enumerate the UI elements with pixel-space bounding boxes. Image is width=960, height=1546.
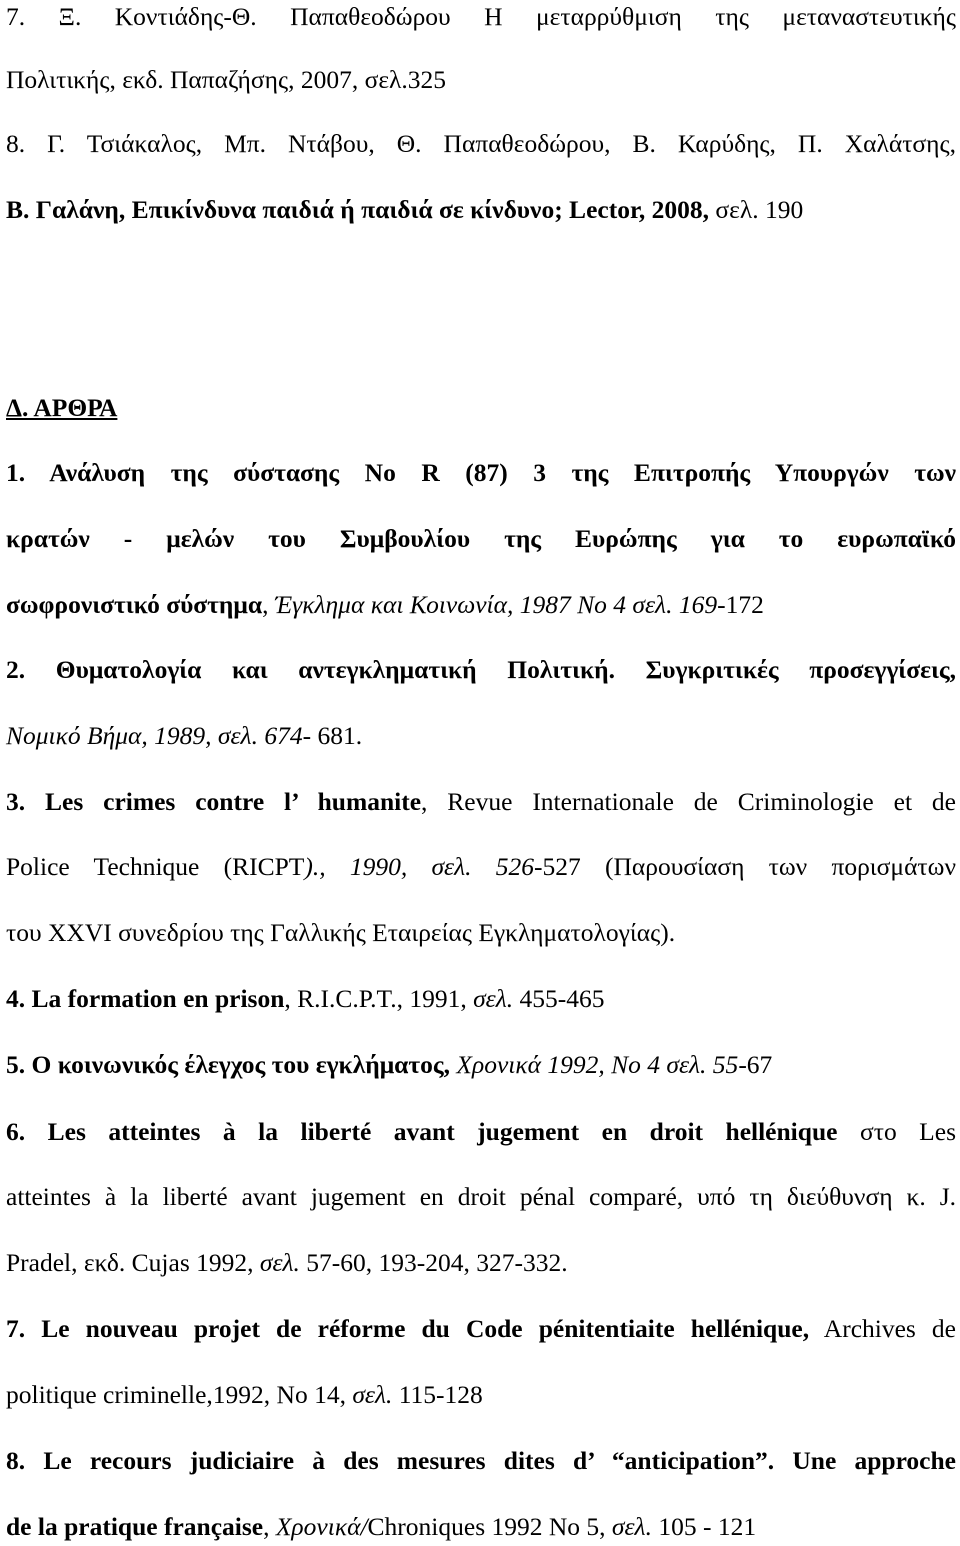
reference-8-text-cont: Β. Γαλάνη, Επικίνδυνα παιδιά ή παιδιά σε κίνδυνο; Lector, 2008, [6,195,710,224]
article-8-separator: , [263,1512,276,1541]
article-2-pages: 681. [311,721,363,750]
article-7-line-1 [6,1314,956,1344]
article-2-line-1 [6,655,956,685]
article-5-title: 5. Ο κοινωνικός έλεγχος του εγκλήματος, [6,1050,451,1079]
article-7-title: 7. Le nouveau projet de réforme du Code pénitentiaite hellénique, [6,1314,810,1343]
section-heading [6,393,956,423]
article-6-source-cont: atteintes à la liberté avant jugement en droit pénal comparé, υπό τη διεύθυνση κ. J. [6,1182,956,1211]
article-1-title-cont: κρατών - μελών του Συμβουλίου της Ευρώπης για το ευρωπαϊκό [6,524,956,553]
article-8-title: 8. Le recours judiciaire à des mesures dites d’ “anticipation”. Une approche [6,1446,956,1475]
article-3-note: του XXVI συνεδρίου της Γαλλικής Εταιρείας Εγκληματολογίας). [6,918,676,947]
article-8-journal-fr: Chroniques 1992 Νο 5, [367,1512,612,1541]
article-1-separator: , [262,590,275,619]
article-4-title: 4. La formation en prison [6,984,285,1013]
reference-7-line-2 [6,65,956,95]
article-6-source: στο Les [837,1117,957,1146]
article-7-page-abbr: σελ. [352,1380,393,1409]
article-7-pages: 115-128 [392,1380,483,1409]
article-1-title-end: σωφρονιστικό σύστημα [6,590,263,619]
article-7-source: Archives de [809,1314,956,1343]
article-3-line-1 [6,787,956,817]
article-6-pages: 57-60, 193-204, 327-332. [299,1248,568,1277]
article-2-title: 2. Θυματολογία και αντεγκληματική Πολιτική. Συγκριτικές προσεγγίσεις, [6,655,956,684]
article-2-line-2 [6,721,956,751]
article-5-source: Χρονικά 1992, Νο 4 σελ. 55 [450,1050,739,1079]
reference-8-line-2 [6,195,956,225]
article-6-publisher: Pradel, εκδ. Cujas 1992, [6,1248,260,1277]
article-3-source: , Revue Internationale de Criminologie et de [421,787,956,816]
article-8-line-2 [6,1512,956,1542]
article-8-journal-gr: Χρονικά/ [275,1512,368,1541]
article-4-pages: 455-465 [513,984,605,1013]
article-6-line-1 [6,1117,956,1147]
reference-7-text-cont: Πολιτικής, εκδ. Παπαζήσης, 2007, σελ.325 [6,65,447,94]
article-6-line-3 [6,1248,956,1278]
article-6-title: 6. Les atteintes à la liberté avant jugement en droit hellénique [6,1117,838,1146]
article-3-line-3 [6,918,956,948]
article-3-year: )., 1990, σελ. 526 [304,852,534,881]
article-4-page-abbr: σελ. [473,984,514,1013]
article-1-source: Έγκλημα και Κοινωνία, 1987 Νο 4 σελ. 169 [274,590,718,619]
article-4-line-1 [6,984,956,1014]
article-8-title-end: de la pratique française [6,1512,264,1541]
article-3-pages: -527 (Παρουσίαση των πορισμάτων [534,852,956,881]
reference-7-line-1 [6,2,956,32]
article-8-pages: 105 - 121 [651,1512,757,1541]
article-1-line-3 [6,590,956,620]
reference-8-pages: σελ. 190 [709,195,804,224]
reference-8-line-1 [6,129,956,159]
article-1-line-2 [6,524,956,554]
article-1-title: 1. Ανάλυση της σύστασης Νο R (87) 3 της Επιτροπής Υπουργών των [6,458,956,487]
article-1-line-1 [6,458,956,488]
article-3-line-2 [6,852,956,882]
article-6-page-abbr: σελ. [259,1248,300,1277]
reference-7-text: 7. Ξ. Κοντιάδης-Θ. Παπαθεοδώρου Η μεταρρύθμιση της μεταναστευτικής [6,2,956,31]
article-2-source: Νομικό Βήμα, 1989, σελ. 674- [6,721,312,750]
article-7-source-cont: politique criminelle,1992, Νο 14, [6,1380,353,1409]
article-8-page-abbr: σελ. [611,1512,652,1541]
article-8-line-1 [6,1446,956,1476]
article-5-line-1 [6,1050,956,1080]
article-1-pages: -172 [717,590,764,619]
article-5-pages: -67 [738,1050,773,1079]
reference-8-text: 8. Γ. Τσιάκαλος, Μπ. Ντάβου, Θ. Παπαθεοδώρου, Β. Καρύδης, Π. Χαλάτσης, [6,129,956,158]
article-6-line-2 [6,1182,956,1212]
article-3-title: 3. Les crimes contre l’ humanite [6,787,422,816]
article-4-source: , R.I.C.P.T., 1991, [284,984,474,1013]
article-3-source-cont: Police Technique (RICPT [6,852,305,881]
article-7-line-2 [6,1380,956,1410]
section-heading-text: Δ. ΑΡΘΡΑ [6,393,118,422]
